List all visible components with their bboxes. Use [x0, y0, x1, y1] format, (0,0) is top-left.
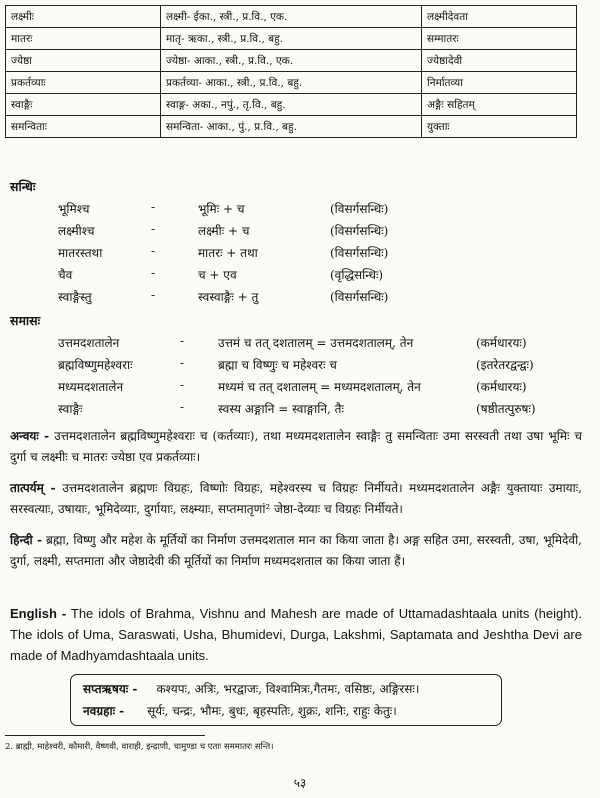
tatparya-paragraph	[10, 478, 582, 520]
sandhi-split: भूमिः + च	[198, 202, 245, 216]
samasa-vigraha: ब्रह्मा च विष्णुः च महेश्वरः च	[218, 358, 337, 372]
sandhi-word: लक्ष्मीश्च	[58, 224, 95, 238]
table-row	[6, 116, 577, 138]
table-cell: स्वाङ्ग- अका., नपुं., तृ.वि., बहु.	[161, 94, 422, 116]
table-cell: युक्ताः	[422, 116, 577, 138]
footnote: 2. ब्राह्मी, माहेश्वरी, कौमारी, वैष्णवी, वाराही, इन्द्राणी, चामुण्डा च एताः सममातरः सन्ति।	[5, 742, 274, 752]
table-cell: सम्मातरः	[422, 28, 577, 50]
anvaya-paragraph	[10, 426, 582, 468]
table-cell: लक्ष्मी- ईका., स्त्री., प्र.वि., एक.	[161, 6, 422, 28]
navagraha-text: सूर्यः, चन्द्रः, भौमः, बुधः, बृहस्पतिः, शुक्रः, शनिः, राहुः केतुः।	[147, 704, 397, 718]
dash: -	[180, 334, 185, 348]
table-cell: लक्ष्मीः	[6, 6, 161, 28]
samasa-type: (कर्मधारयः)	[476, 380, 527, 394]
page-number: ५३	[293, 776, 307, 790]
sandhi-type: (विसर्गसन्धिः)	[330, 290, 389, 304]
dash: -	[151, 244, 156, 258]
sandhi-word: स्वाङ्गैस्तु	[58, 290, 92, 304]
saptarishi-navagraha-box	[70, 674, 502, 726]
english-paragraph	[10, 603, 582, 666]
table-cell: समन्विता- आका., पुं., प्र.वि., बहु.	[161, 116, 422, 138]
samasa-type: (षष्ठीतत्पुरुषः)	[476, 402, 536, 416]
dash: -	[151, 200, 156, 214]
sandhi-split: लक्ष्मीः + च	[198, 224, 250, 238]
table-row	[6, 50, 577, 72]
dash: -	[151, 288, 156, 302]
table-cell: समन्विताः	[6, 116, 161, 138]
saptarishi-label: सप्तऋषयः -	[83, 682, 138, 696]
sandhi-split: स्वस्वाङ्गैः + तु	[198, 290, 259, 304]
table-cell: ज्येष्ठा- आका., स्त्री., प्र.वि., एक.	[161, 50, 422, 72]
sandhi-word: मातरस्तथा	[58, 246, 103, 260]
sandhi-heading: सन्धिः	[10, 179, 36, 194]
sandhi-type: (विसर्गसन्धिः)	[330, 202, 389, 216]
table-cell: मातरः	[6, 28, 161, 50]
sandhi-type: (वृद्धिसन्धिः)	[330, 268, 384, 282]
sandhi-split: मातरः + तथा	[198, 246, 258, 260]
table-row	[6, 6, 577, 28]
dash: -	[180, 378, 185, 392]
samasa-vigraha: स्वस्य अङ्गानि = स्वाङ्गानि, तैः	[218, 402, 344, 416]
table-cell: स्वाङ्गैः	[6, 94, 161, 116]
table-cell: निर्मातव्या	[422, 72, 577, 94]
table-cell: प्रकर्तव्याः	[6, 72, 161, 94]
table-cell: प्रकर्तव्या- आका., स्त्री., प्र.वि., बहु.	[161, 72, 422, 94]
navagraha-line	[83, 702, 397, 719]
table-cell: अङ्गैः सहितम्	[422, 94, 577, 116]
samasa-heading: समासः	[10, 313, 41, 328]
footnote-divider	[5, 735, 205, 736]
saptarishi-text: कश्यपः, अत्रिः, भरद्वाजः, विश्वामित्रः,गैतमः, वसिष्ठः, अङ्गिरसः।	[156, 682, 420, 696]
sandhi-word: भूमिश्च	[58, 202, 90, 216]
tatparya-text: उत्तमदशतालेन ब्रह्मणः विग्रहः, विष्णोः विग्रहः, महेश्वरस्य च विग्रहः निर्मीयते। मध्यमदशतालेन अङ्गैः युक्तायाः उमायाः, सरस्वत्याः, उषायाः, भूमिदेव्याः, दुर्गायाः, लक्ष्म्याः, सप्तमातृणां² जेष्ठा-देव्याः च विग्रहः निर्मीयते।	[10, 481, 582, 516]
dash: -	[151, 222, 156, 236]
anvaya-text: उत्तमदशतालेन ब्रह्मविष्णुमहेश्वराः च (कर्तव्याः), तथा मध्यमदशतालेन स्वाङ्गैः तु समन्विताः उमा सरस्वती तथा उषा भूमिः च दुर्गा च लक्ष्मीः च मातरः ज्येष्ठा एव प्रकर्तव्याः।	[10, 429, 582, 464]
dash: -	[180, 400, 185, 414]
samasa-word: मध्यमदशतालेन	[58, 380, 124, 394]
samasa-vigraha: मध्यमं च तत् दशतालम् = मध्यमदशतालम्, तेन	[218, 380, 421, 394]
navagraha-label: नवग्रहाः -	[83, 704, 125, 718]
samasa-type: (इतरेतरद्वन्द्वः)	[476, 358, 534, 372]
table-row	[6, 28, 577, 50]
table-row	[6, 94, 577, 116]
sandhi-word: चैव	[58, 268, 73, 282]
samasa-word: ब्रह्मविष्णुमहेश्वराः	[58, 358, 133, 372]
saptarishi-line	[83, 680, 419, 697]
samasa-type: (कर्मधारयः)	[476, 336, 527, 350]
table-cell: ज्येष्ठादेवी	[422, 50, 577, 72]
english-label: English -	[10, 606, 67, 621]
hindi-text: ब्रह्मा, विष्णु और महेश के मूर्तियों का निर्माण उत्तमदशताल मान का किया जाता है। अङ्ग सहित उमा, सरस्वती, उषा, भूमिदेवी, दुर्गा, लक्ष्मी, सप्तमाता और जेष्ठादेवी की मूर्तियों का निर्माण मध्यमदशताल का किया जाता हैं।	[10, 533, 582, 568]
samasa-vigraha: उत्तमं च तत् दशतालम् = उत्तमदशतालम्, तेन	[218, 336, 414, 350]
table-cell: ज्येष्ठा	[6, 50, 161, 72]
sandhi-type: (विसर्गसन्धिः)	[330, 224, 389, 238]
hindi-paragraph	[10, 530, 582, 572]
sandhi-type: (विसर्गसन्धिः)	[330, 246, 389, 260]
english-text: The idols of Brahma, Vishnu and Mahesh are made of Uttamadashtaala units (height). The idols of Uma, Saraswati, Usha, Bhumidevi, Durga, Lakshmi, Saptamata and Jeshtha Devi are made of Madhyamdashtaala units.	[10, 606, 582, 663]
dash: -	[151, 266, 156, 280]
word-analysis-table	[5, 5, 577, 138]
sandhi-split: च + एव	[198, 268, 237, 282]
table-cell: मातृ- ऋका., स्त्री., प्र.वि., बहु.	[161, 28, 422, 50]
tatparya-label: तात्पर्यम् -	[10, 481, 56, 495]
samasa-word: उत्तमदशतालेन	[58, 336, 120, 350]
anvaya-label: अन्वयः -	[10, 429, 50, 443]
hindi-label: हिन्दी -	[10, 533, 42, 547]
table-cell: लक्ष्मीदेवता	[422, 6, 577, 28]
table-row	[6, 72, 577, 94]
samasa-word: स्वाङ्गैः	[58, 402, 83, 416]
dash: -	[180, 356, 185, 370]
